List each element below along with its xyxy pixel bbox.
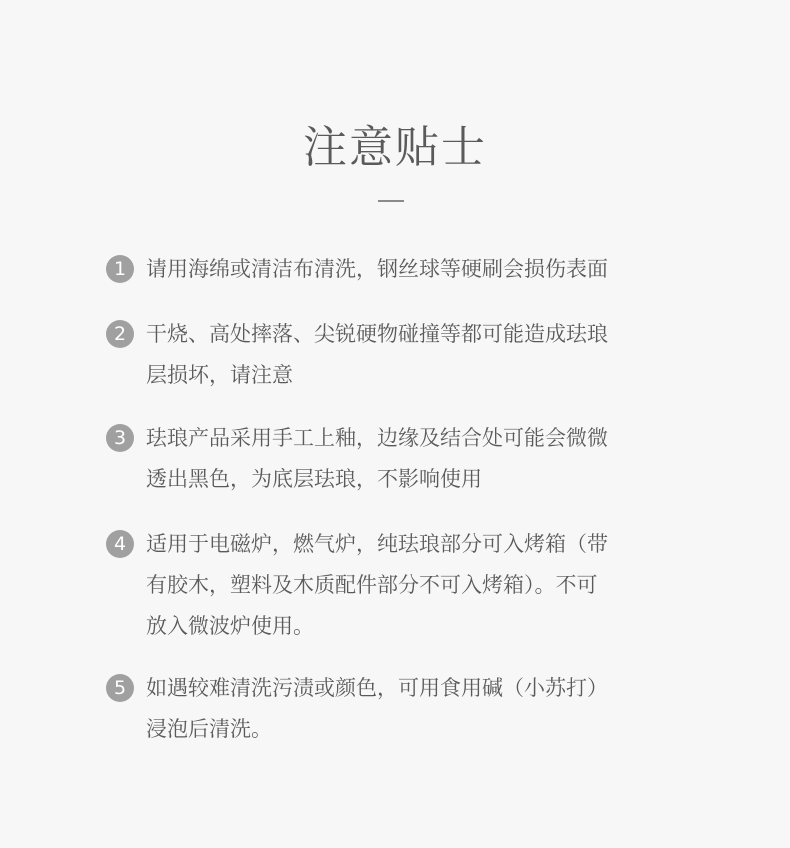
page-title: 注意贴士 [303, 122, 487, 173]
tip-text [146, 418, 686, 500]
tip-text [146, 249, 686, 290]
title-divider [378, 200, 404, 202]
tip-line: 放入微波炉使用。 [146, 614, 314, 638]
tip-number-badge: 1 [106, 255, 134, 283]
tip-line: 适用于电磁炉，燃气炉，纯珐琅部分可入烤箱（带 [146, 532, 608, 556]
tip-text [146, 524, 686, 647]
tip-number-badge: 5 [106, 674, 134, 702]
tip-line: 层损坏，请注意 [146, 363, 293, 387]
tip-text [146, 314, 686, 396]
tip-text [146, 668, 686, 750]
tip-line: 请用海绵或清洁布清洗，钢丝球等硬刷会损伤表面 [146, 257, 608, 281]
tip-number-badge: 4 [106, 530, 134, 558]
tip-line: 如遇较难清洗污渍或颜色，可用食用碱（小苏打） [146, 676, 608, 700]
tip-number-badge: 2 [106, 320, 134, 348]
tip-line: 浸泡后清洗。 [146, 717, 272, 741]
tip-line: 珐琅产品采用手工上釉，边缘及结合处可能会微微 [146, 426, 608, 450]
tip-line: 有胶木，塑料及木质配件部分不可入烤箱）。不可 [146, 573, 598, 597]
tip-number-badge: 3 [106, 424, 134, 452]
tip-line: 干烧、高处摔落、尖锐硬物碰撞等都可能造成珐琅 [146, 322, 608, 346]
tip-line: 透出黑色，为底层珐琅，不影响使用 [146, 467, 482, 491]
